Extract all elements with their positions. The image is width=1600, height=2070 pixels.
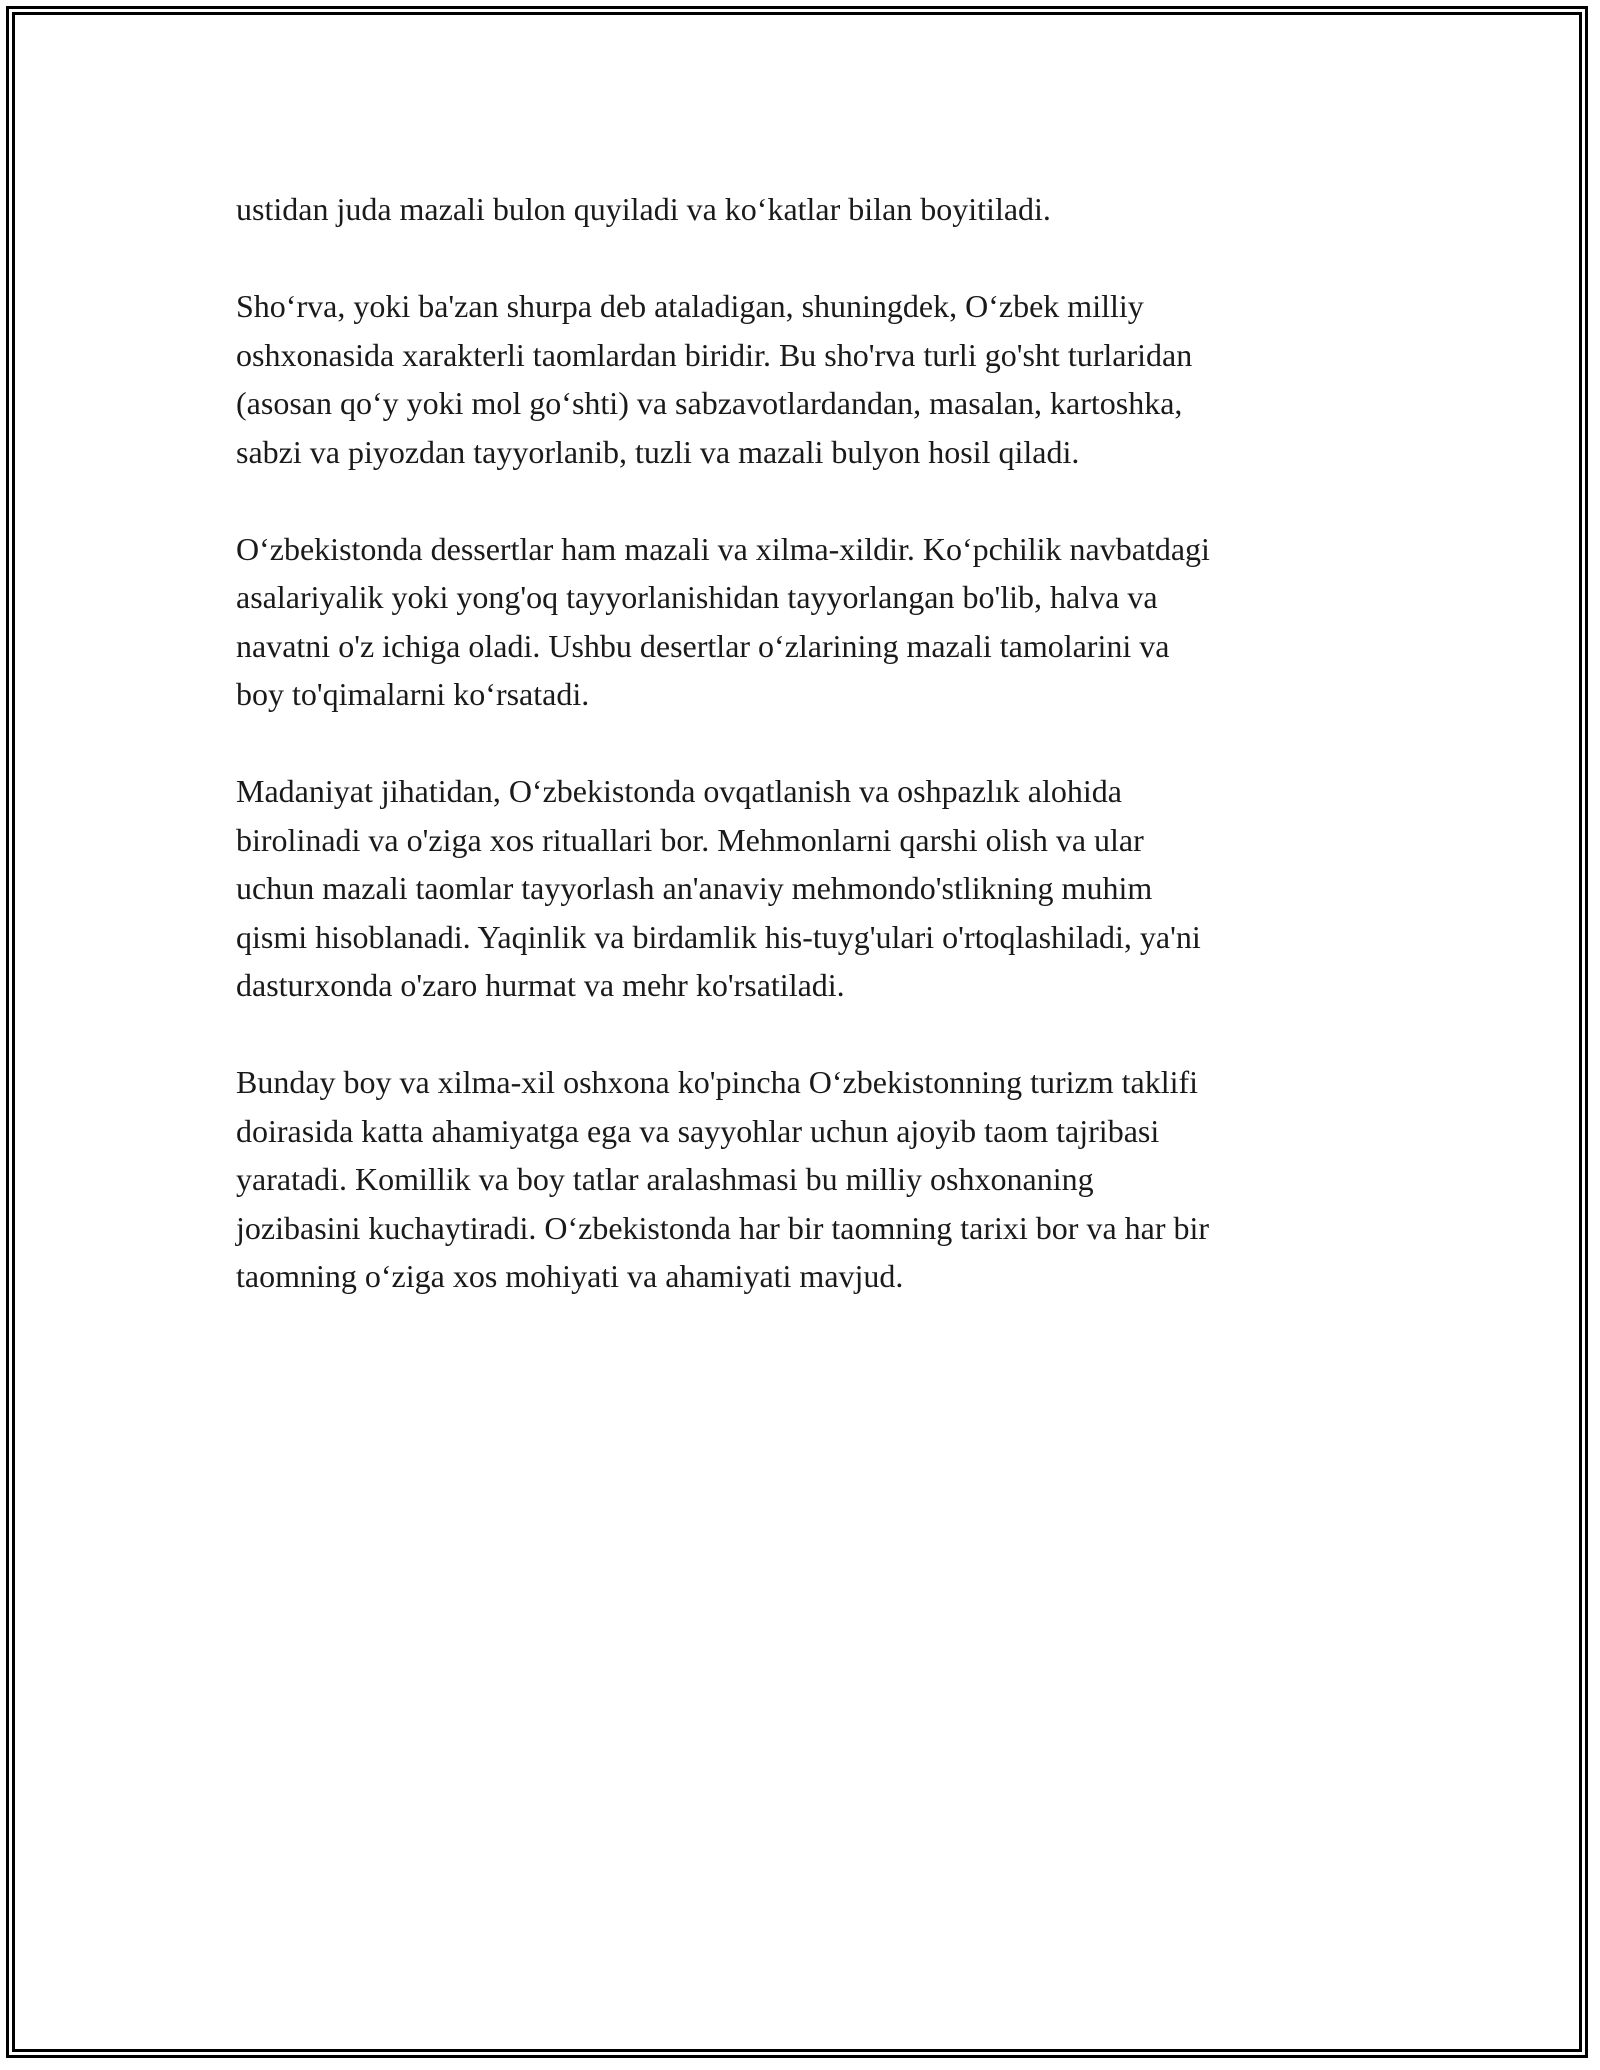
paragraph-2: Sho‘rva, yoki ba'zan shurpa deb ataladigan, shuningdek, O‘zbek milliy oshxonasida xarakterli taomlardan biridir. Bu sho'rva turli go'sht turlaridan (asosan qo‘y yoki mol go‘shti) va sabzavotlardandan, masalan, kartoshka, sabzi va piyozdan tayyorlanib, tuzli va mazali bulyon hosil qiladi.	[236, 288, 1193, 470]
paragraph-3: O‘zbekistonda dessertlar ham mazali va xilma-xildir. Ko‘pchilik navbatdagi asalariyalik yoki yong'oq tayyorlanishidan tayyorlangan bo'lib, halva va navatni o'z ichiga oladi. Ushbu desertlar o‘zlarining mazali tamolarini va boy to'qimalarni ko‘rsatadi.	[236, 530, 1210, 712]
paragraph-1: ustidan juda mazali bulon quyiladi va ko‘katlar bilan boyitiladi.	[236, 191, 1051, 227]
document-body	[236, 185, 1366, 1349]
paragraph-4: Madaniyat jihatidan, O‘zbekistonda ovqatlanish va oshpazlık alohida birolinadi va o'ziga xos rituallari bor. Mehmonlarni qarshi olish va ular uchun mazali taomlar tayyorlash an'anaviy mehmondo'stlikning muhim qismi hisoblanadi. Yaqinlik va birdamlik his-tuyg'ulari o'rtoqlashiladi, ya'ni dasturxonda o'zaro hurmat va mehr ko'rsatiladi.	[236, 773, 1201, 1003]
paragraph-5: Bunday boy va xilma-xil oshxona ko'pincha O‘zbekistonning turizm taklifi doirasida katta ahamiyatga ega va sayyohlar uchun ajoyib taom tajribasi yaratadi. Komillik va boy tatlar aralashmasi bu milliy oshxonaning jozibasini kuchaytiradi. O‘zbekistonda har bir taomning tarixi bor va har bir taomning o‘ziga xos mohiyati va ahamiyati mavjud.	[236, 1064, 1210, 1294]
